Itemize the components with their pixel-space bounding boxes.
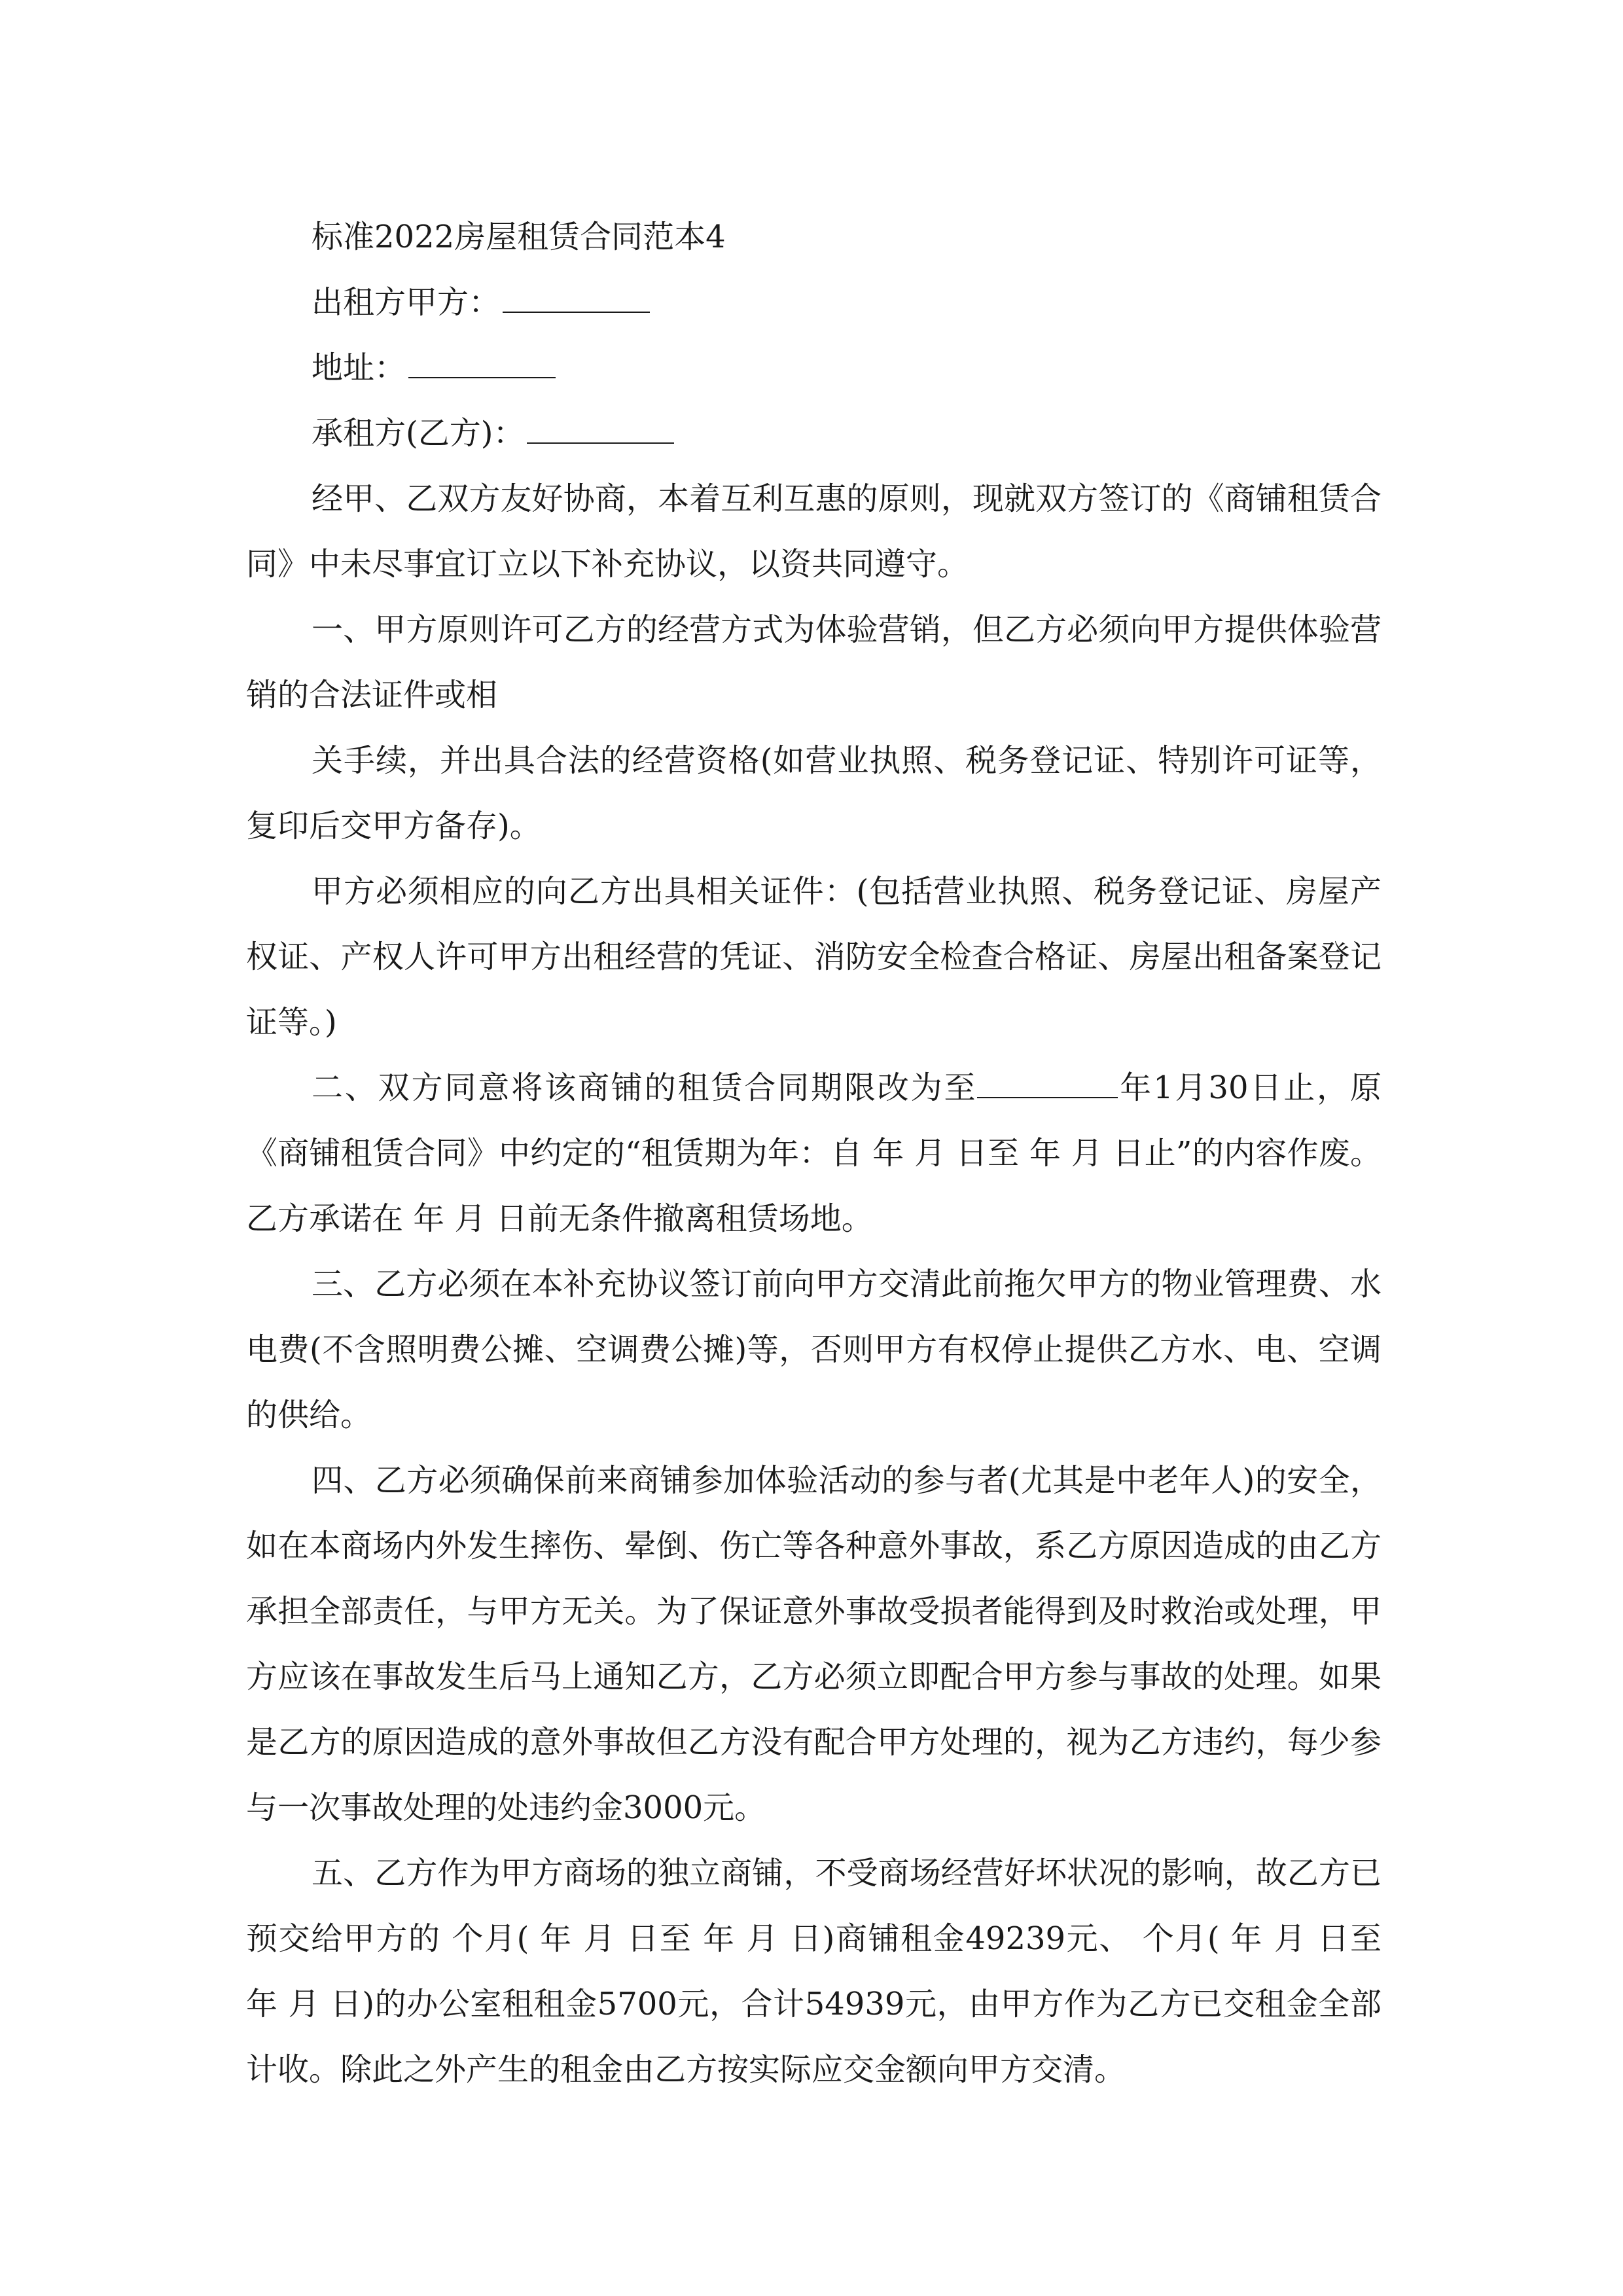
clause-1-paragraph: 一、甲方原则许可乙方的经营方式为体验营销，但乙方必须向甲方提供体验营销的合法证件或相 [246,611,1382,713]
preamble-paragraph: 经甲、乙双方友好协商，本着互利互惠的原则，现就双方签订的《商铺租赁合同》中未尽事宜订立以下补充协议，以资共同遵守。 [246,480,1382,583]
address-blank [408,351,556,378]
lessee-blank [527,416,674,444]
address-label: 地址： [312,350,406,386]
lessor-blank [503,285,650,313]
lessor-line [246,270,1382,335]
lessor-documents-paragraph: 甲方必须相应的向乙方出具相关证件：(包括营业执照、税务登记证、房屋产权证、产权人许可甲方出租经营的凭证、消防安全检查合格证、房屋出租备案登记证等。) [246,873,1382,1041]
document-body [246,204,1382,2102]
clause-3-paragraph: 三、乙方必须在本补充协议签订前向甲方交清此前拖欠甲方的物业管理费、水电费(不含照明费公摊、空调费公摊)等，否则甲方有权停止提供乙方水、电、空调的供给。 [246,1266,1382,1433]
lessor-label: 出租方甲方： [312,284,501,321]
clause-1-continued-paragraph: 关手续，并出具合法的经营资格(如营业执照、税务登记证、特别许可证等，复印后交甲方备存)。 [246,742,1382,844]
lessee-label: 承租方(乙方)： [312,415,525,452]
term-end-year-blank [977,1071,1118,1098]
clause-2-text-end: 年1月30日止，原《商铺租赁合同》中约定的“租赁期为年：自 年 月 日至 年 月 日止”的内容作废。乙方承诺在 年 月 日前无条件撤离租赁场地。 [246,1069,1382,1237]
clause-4-paragraph: 四、乙方必须确保前来商铺参加体验活动的参与者(尤其是中老年人)的安全，如在本商场内外发生摔伤、晕倒、伤亡等各种意外事故，系乙方原因造成的由乙方承担全部责任，与甲方无关。为了保证意外事故受损者能得到及时救治或处理，甲方应该在事故发生后马上通知乙方，乙方必须立即配合甲方参与事故的处理。如果是乙方的原因造成的意外事故但乙方没有配合甲方处理的，视为乙方违约，每少参与一次事故处理的处违约金3000元。 [246,1462,1382,1826]
lessee-line [246,401,1382,466]
address-line [246,335,1382,401]
document-title: 标准2022房屋租赁合同范本4 [312,219,726,255]
clause-5-paragraph: 五、乙方作为甲方商场的独立商铺，不受商场经营好坏状况的影响，故乙方已预交给甲方的 个月( 年 月 日至 年 月 日)商铺租金49239元、 个月( 年 月 日至 年 月 日)的办公室租租金5700元，合计54939元，由甲方作为乙方已交租金全部计收。除此之外产生的租金由乙方按实际应交金额向甲方交清。 [246,1855,1382,2088]
clause-2-paragraph [246,1055,1382,1251]
clause-2-text-start: 二、双方同意将该商铺的租赁合同期限改为至 [312,1069,978,1106]
